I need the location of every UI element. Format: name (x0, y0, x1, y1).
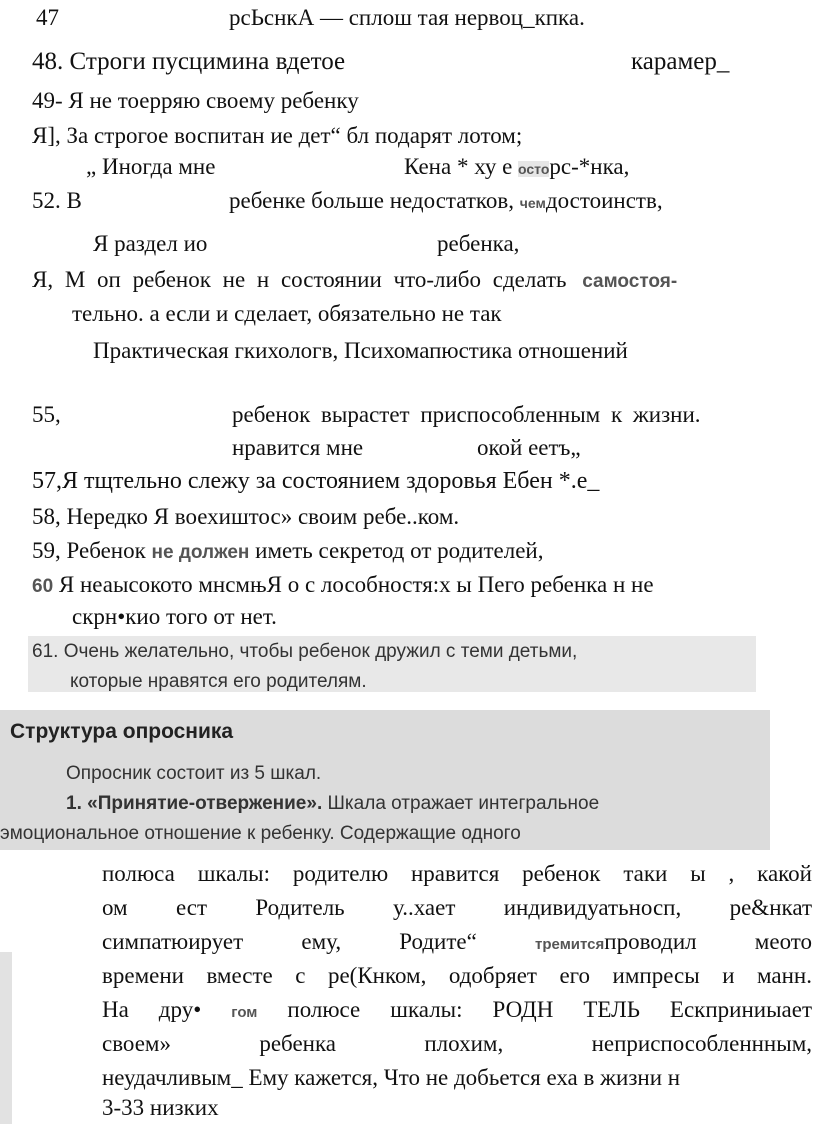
section-heading: Структура опросника (10, 720, 234, 743)
body-line-6: своем» ребенка плохим, неприспособленнным, (102, 1031, 812, 1056)
body-line-2: ом ест Родитель у..хает индивидуатьносп, ре&нкат (102, 895, 812, 920)
item-51-left: „ Иногда мне (86, 154, 216, 179)
item-51-right-a: Кена * ху е (404, 154, 513, 179)
item-54-smudge: самостоя- (582, 271, 678, 292)
item-60-text: Я неаысокото мнсмњЯ о с лособностя:х ы Пего ребенка н не (58, 572, 654, 597)
section-p3: эмоциональное отношение к ребенку. Содержащие одного (0, 823, 521, 844)
item-56-left: нравится мне (232, 435, 364, 460)
item-52-end: достоинств, (545, 188, 663, 213)
body-line-3 (102, 928, 812, 959)
item-53-left: Я раздел ио (93, 231, 208, 256)
left-margin-shadow (0, 952, 12, 1124)
section-p2-b: Шкала отражает интегральное (327, 793, 600, 814)
body-line-3-c: проводил меото (604, 929, 813, 954)
section-p2 (66, 790, 599, 818)
item-60-line1 (32, 571, 654, 601)
item-59-smudge: не должен (151, 542, 250, 563)
item-59-c: иметь секретод от родителей, (255, 538, 544, 563)
section-p1: Опросник состоит из 5 шкал. (66, 763, 322, 784)
item-47-number: 47 (36, 5, 59, 30)
item-60-line2: скрн•кио того от нет. (72, 604, 277, 629)
item-61-line1: 61. Очень желательно, чтобы ребенок дружил с теми детьми, (32, 641, 578, 662)
body-line-3-a: симпатюирует ему, Родите“ (102, 929, 477, 954)
item-51-smudge: осто (518, 161, 550, 177)
body-line-5-smudge: гом (231, 1004, 258, 1021)
body-line-5-a: На дру• (102, 997, 202, 1022)
item-51-right (404, 153, 629, 183)
item-61-line2: которые нравятся его родителям. (70, 671, 367, 692)
item-50: Я], За строгое воспитан ие дет“ бл подарят лотом; (32, 123, 523, 148)
item-52-left: 52. В (32, 188, 82, 213)
section-p2-a: 1. «Принятие-отвержение». (66, 793, 323, 814)
item-56-right: окой еетъ„ (477, 435, 581, 460)
item-57: 57,Я тщтельно слежу за состоянием здоровья Ебен *.е_ (32, 468, 600, 494)
item-52-right (229, 187, 663, 217)
body-line-1: полюса шкалы: родителю нравится ребенок таки ы , какой (102, 861, 812, 886)
body-line-8: 3-33 низких (102, 1095, 219, 1120)
item-51-right-c: рс-*нка, (549, 154, 630, 179)
item-48-right: карамер_ (631, 48, 730, 75)
item-52-mid: ребенке больше недостатков, (229, 188, 515, 213)
body-line-7: неудачливым_ Ему кажется, Что не добьется еха в жизни н (102, 1065, 681, 1090)
item-48-text: 48. Строги пусцимина вдетое (32, 48, 346, 75)
item-59 (32, 537, 544, 567)
body-line-3-smudge: тремится (535, 936, 605, 953)
item-59-a: 59, Ребенок (32, 538, 146, 563)
item-53-right: ребенка, (437, 231, 520, 256)
item-60-number: 60 (32, 576, 54, 597)
body-line-4: времени вместе с ре(Кнком, одобряет его импресы и манн. (102, 963, 812, 988)
item-55-number: 55, (32, 402, 61, 427)
item-47-text: рсЬснкА — сплош тая нервоц_кпка. (229, 5, 585, 30)
item-52-smudge: чем (519, 195, 546, 211)
item-49: 49- Я не тоерряю своему ребенку (32, 88, 359, 113)
running-footer: Практическая гкихологв, Психомапюстика отношений (93, 338, 628, 363)
item-54-line1 (32, 266, 812, 296)
item-55-text: ребенок вырастет приспособленным к жизни. (232, 402, 701, 427)
body-line-5 (102, 996, 812, 1027)
item-58: 58, Нередко Я воехиштос» своим ребе..ком. (32, 504, 460, 529)
item-54-text: Я, М оп ребенок не н состоянии что-либо сделать (32, 267, 567, 292)
body-line-5-c: полюсе шкалы: РОДН ТЕЛЬ Ескприниыает (287, 997, 813, 1022)
item-54-line2: тельно. а если и сделает, обязательно не так (72, 301, 502, 326)
